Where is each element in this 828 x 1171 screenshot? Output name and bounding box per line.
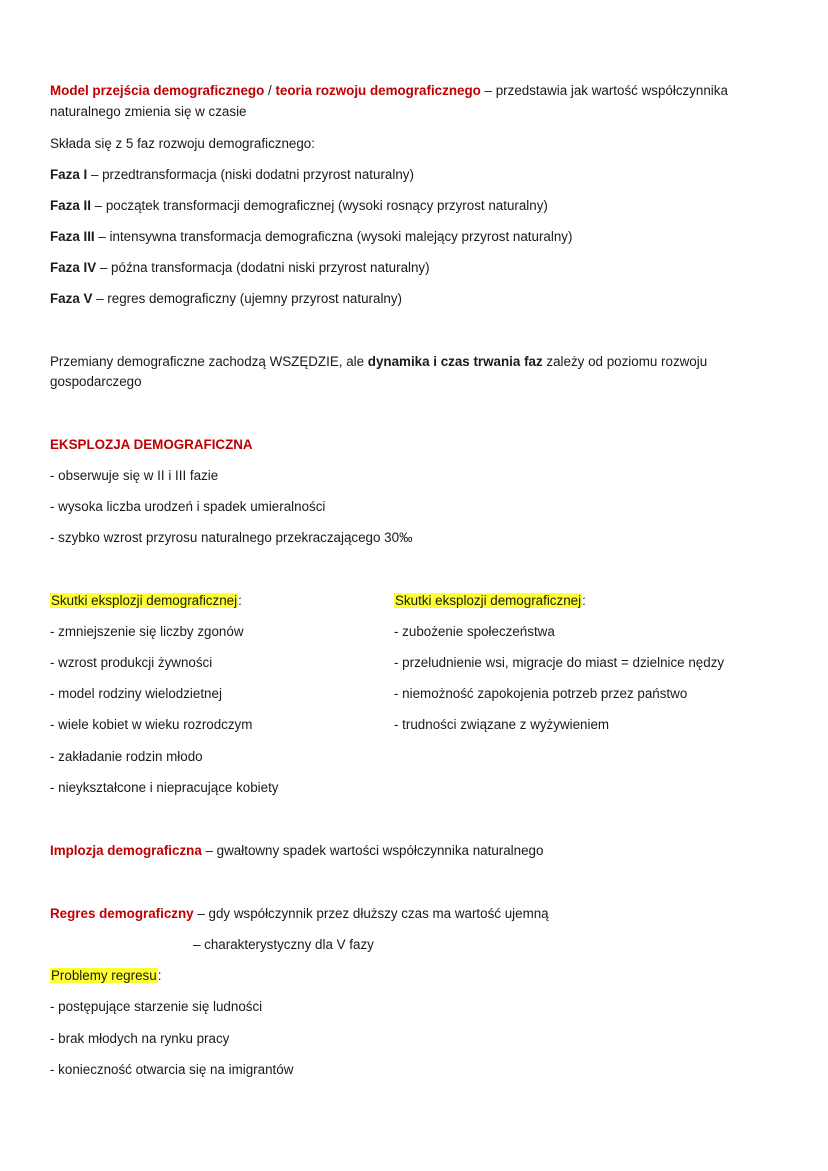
- regress-def-text: – gdy współczynnik przez dłuższy czas ma wartość ujemną: [193, 906, 549, 921]
- explosion-item: - szybko wzrost przyrosu naturalnego przekraczającego 30‰: [50, 530, 413, 545]
- phase-text: – intensywna transformacja demograficzna (wysoki malejący przyrost naturalny): [94, 229, 573, 244]
- phase-label: Faza V: [50, 291, 93, 306]
- regress-problems-heading: Problemy regresu: [51, 968, 157, 983]
- implosion-definition: [50, 842, 543, 860]
- regress-problem-item: - postępujące starzenie się ludności: [50, 999, 263, 1014]
- effects-left-item: - zakładanie rodzin młodo: [50, 749, 203, 764]
- regress-definition: [50, 905, 549, 923]
- changes-paragraph-line1: [50, 353, 707, 371]
- effects-left-item: - model rodziny wielodzietnej: [50, 686, 222, 701]
- explosion-heading: EKSPLOZJA DEMOGRAFICZNA: [50, 437, 253, 452]
- term-demographic-transition-model: Model przejścia demograficznego: [50, 83, 265, 98]
- effects-left-item: - nieykształcone i niepracujące kobiety: [50, 780, 279, 795]
- intro-separator: /: [264, 83, 276, 98]
- effects-right-heading-line: [394, 592, 586, 610]
- phase-text: – regres demograficzny (ujemny przyrost naturalny): [92, 291, 403, 306]
- effects-left-item: - zmniejszenie się liczby zgonów: [50, 624, 244, 639]
- term-regress: Regres demograficzny: [50, 906, 194, 921]
- intro-definition-line2: naturalnego zmienia się w czasie: [50, 104, 247, 119]
- phase-label: Faza I: [50, 167, 88, 182]
- changes-paragraph-line2: gospodarczego: [50, 374, 142, 389]
- regress-problem-item: - konieczność otwarcia się na imigrantów: [50, 1062, 294, 1077]
- effects-right-item: - zubożenie społeczeństwa: [394, 624, 555, 639]
- explosion-item: - obserwuje się w II i III fazie: [50, 468, 219, 483]
- colon: :: [157, 968, 162, 983]
- colon: :: [582, 593, 586, 608]
- changes-text-b: zależy od poziomu rozwoju: [542, 354, 708, 369]
- changes-bold: dynamika i czas trwania faz: [367, 354, 543, 369]
- effects-right-item: - trudności związane z wyżywieniem: [394, 717, 610, 732]
- effects-right-item: - niemożność zapokojenia potrzeb przez państwo: [394, 686, 688, 701]
- colon: :: [238, 593, 242, 608]
- phase-item: [50, 290, 402, 308]
- effects-right-heading: Skutki eksplozji demograficznej: [395, 593, 582, 608]
- effects-left-heading-line: [50, 592, 242, 610]
- changes-text-a: Przemiany demograficzne zachodzą WSZĘDZIE, ale: [50, 354, 368, 369]
- phase-text: – początek transformacji demograficznej (wysoki rosnący przyrost naturalny): [90, 198, 548, 213]
- regress-definition-continued: – charakterystyczny dla V fazy: [193, 937, 374, 952]
- phase-item: [50, 197, 548, 215]
- phase-text: – późna transformacja (dodatni niski przyrost naturalny): [96, 260, 430, 275]
- phase-label: Faza IV: [50, 260, 97, 275]
- regress-problem-item: - brak młodych na rynku pracy: [50, 1031, 230, 1046]
- explosion-item: - wysoka liczba urodzeń i spadek umieralności: [50, 499, 326, 514]
- regress-problems-heading-line: [50, 967, 161, 985]
- phase-text: – przedtransformacja (niski dodatni przyrost naturalny): [87, 167, 414, 182]
- phase-label: Faza III: [50, 229, 95, 244]
- effects-left-item: - wzrost produkcji żywności: [50, 655, 213, 670]
- phase-item: [50, 259, 430, 277]
- implosion-def-text: – gwałtowny spadek wartości współczynnika naturalnego: [201, 843, 544, 858]
- effects-right-item: - przeludnienie wsi, migracje do miast = dzielnice nędzy: [394, 655, 725, 670]
- phases-intro: Składa się z 5 faz rozwoju demograficznego:: [50, 136, 315, 151]
- phase-item: [50, 228, 572, 246]
- intro-definition-text: – przedstawia jak wartość współczynnika: [480, 83, 728, 98]
- intro-definition-line1: [50, 82, 728, 100]
- phase-item: [50, 166, 414, 184]
- effects-left-heading: Skutki eksplozji demograficznej: [51, 593, 238, 608]
- effects-left-item: - wiele kobiet w wieku rozrodczym: [50, 717, 253, 732]
- term-demographic-development-theory: teoria rozwoju demograficznego: [275, 83, 481, 98]
- term-implosion: Implozja demograficzna: [50, 843, 202, 858]
- phase-label: Faza II: [50, 198, 91, 213]
